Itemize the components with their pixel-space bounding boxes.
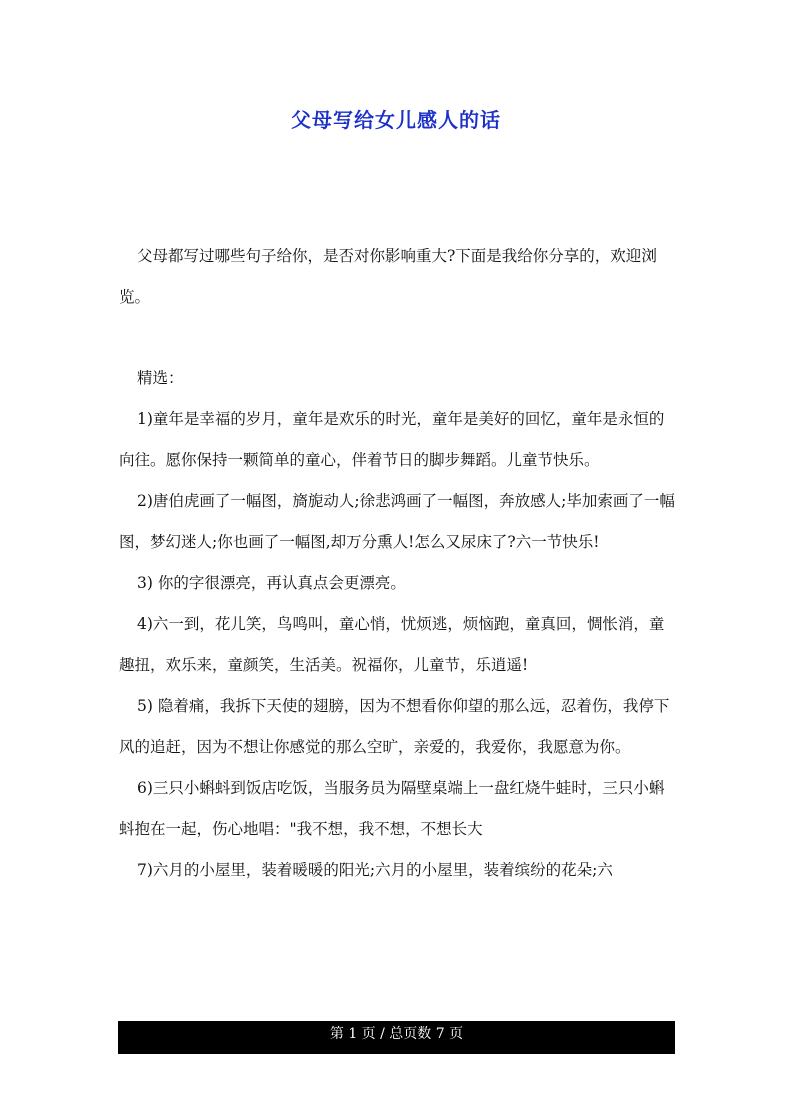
document-title: 父母写给女儿感人的话 <box>291 108 501 132</box>
document-body <box>119 236 675 891</box>
list-item: 1)童年是幸福的岁月，童年是欢乐的时光，童年是美好的回忆，童年是永恒的向往。愿你保持一颗简单的童心，伴着节日的脚步舞蹈。儿童节快乐。 <box>119 410 665 469</box>
list-item: 2)唐伯虎画了一幅图，旖旎动人;徐悲鸿画了一幅图，奔放感人;毕加索画了一幅图，梦幻迷人;你也画了一幅图,却万分熏人!怎么又尿床了?六一节快乐! <box>119 492 675 551</box>
list-item: 4)六一到，花儿笑，鸟鸣叫，童心悄，忧烦逃，烦恼跑，童真回，惆怅消，童趣扭，欢乐来，童颜笑，生活美。祝福你，儿童节，乐逍遥! <box>119 615 665 674</box>
spacer <box>119 318 675 358</box>
section-label: 精选： <box>137 369 184 387</box>
page-footer: 第 1 页 / 总页数 7 页 <box>118 1021 675 1054</box>
list-item: 5) 隐着痛，我拆下天使的翅膀，因为不想看你仰望的那么远，忍着伤，我停下风的追赶，因为不想让你感觉的那么空旷，亲爱的，我爱你，我愿意为你。 <box>119 697 670 756</box>
list-item: 7)六月的小屋里，装着暖暖的阳光;六月的小屋里，装着缤纷的花朵;六 <box>137 861 613 879</box>
intro-paragraph: 父母都写过哪些句子给你，是否对你影响重大?下面是我给你分享的，欢迎浏览。 <box>119 247 657 306</box>
list-item: 3) 你的字很漂亮，再认真点会更漂亮。 <box>137 574 406 592</box>
list-item: 6)三只小蝌蚪到饭店吃饭，当服务员为隔壁桌端上一盘红烧牛蛙时，三只小蝌蚪抱在一起，伤心地唱："我不想，我不想，不想长大 <box>119 779 665 838</box>
